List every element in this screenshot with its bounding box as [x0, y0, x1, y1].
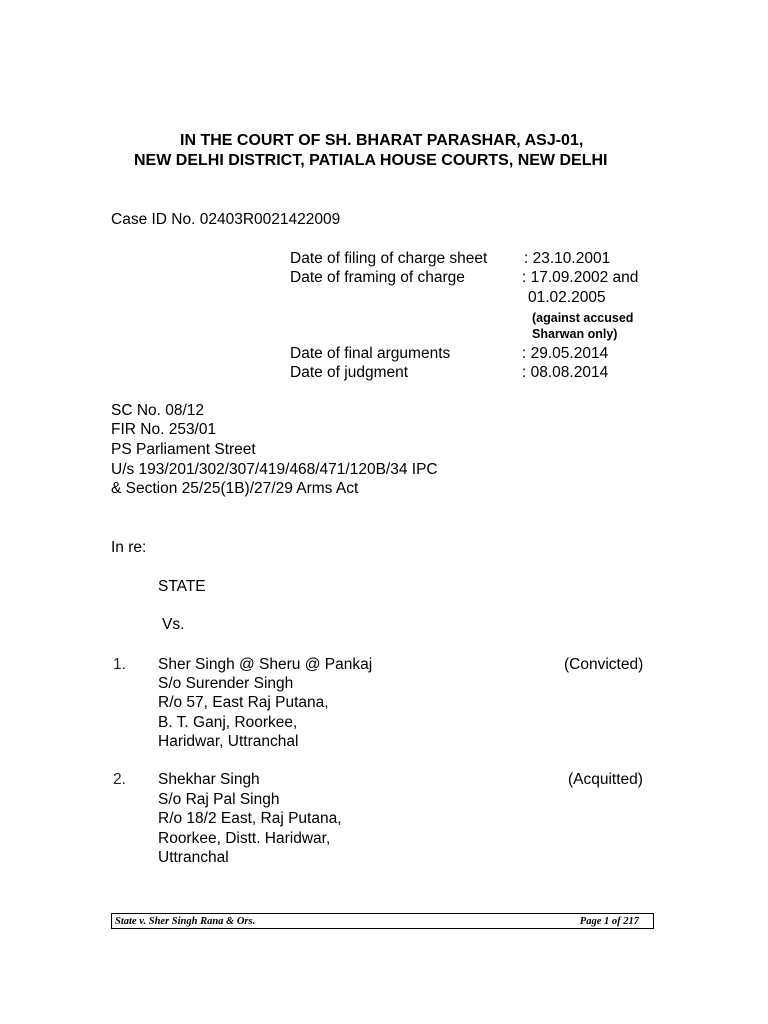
accused-1-line2: R/o 57, East Raj Putana,: [158, 694, 329, 711]
framing-note-line1: (against accused: [532, 311, 634, 325]
versus-label: Vs.: [162, 616, 185, 633]
sections-arms-act: & Section 25/25(1B)/27/29 Arms Act: [111, 480, 359, 497]
accused-1-line1: S/o Surender Singh: [158, 675, 294, 692]
accused-2-line2: R/o 18/2 East, Raj Putana,: [158, 810, 342, 827]
final-arguments-value: : 29.05.2014: [522, 345, 609, 362]
framing-note-line2: Sharwan only): [532, 327, 618, 341]
framing-date-label: Date of framing of charge: [290, 269, 465, 286]
fir-number: FIR No. 253/01: [111, 421, 217, 438]
filing-date-value: : 23.10.2001: [524, 250, 611, 267]
accused-2-number: 2.: [113, 771, 126, 788]
case-id: Case ID No. 02403R0021422009: [111, 211, 341, 228]
footer-case-title: State v. Sher Singh Rana & Ors.: [115, 916, 256, 927]
judgment-date-label: Date of judgment: [290, 364, 409, 381]
police-station: PS Parliament Street: [111, 441, 256, 458]
court-title-line1: IN THE COURT OF SH. BHARAT PARASHAR, ASJ-01,: [180, 132, 584, 149]
accused-2-status: (Acquitted): [568, 771, 643, 788]
court-title-line2: NEW DELHI DISTRICT, PATIALA HOUSE COURTS, NEW DELHI: [134, 152, 608, 169]
final-arguments-label: Date of final arguments: [290, 345, 451, 362]
sc-number: SC No. 08/12: [111, 402, 205, 419]
in-re-label: In re:: [111, 539, 147, 556]
page-footer: [111, 913, 654, 929]
sections-ipc: U/s 193/201/302/307/419/468/471/120B/34 IPC: [111, 461, 438, 478]
accused-2-line4: Uttranchal: [158, 849, 229, 866]
framing-date-value: : 17.09.2002 and: [522, 269, 639, 286]
accused-1-number: 1.: [113, 656, 126, 673]
accused-1-status: (Convicted): [564, 656, 644, 673]
accused-1-name: Sher Singh @ Sheru @ Pankaj: [158, 656, 373, 673]
judgment-date-value: : 08.08.2014: [522, 364, 609, 381]
accused-1-line4: Haridwar, Uttranchal: [158, 733, 299, 750]
footer-page-number: Page 1 of 217: [579, 916, 639, 927]
framing-date-value-2: 01.02.2005: [528, 289, 606, 306]
accused-2-line1: S/o Raj Pal Singh: [158, 791, 280, 808]
state-party: STATE: [158, 578, 206, 595]
accused-2-line3: Roorkee, Distt. Haridwar,: [158, 830, 331, 847]
filing-date-label: Date of filing of charge sheet: [290, 250, 488, 267]
accused-1-line3: B. T. Ganj, Roorkee,: [158, 714, 298, 731]
accused-2-name: Shekhar Singh: [158, 771, 260, 788]
